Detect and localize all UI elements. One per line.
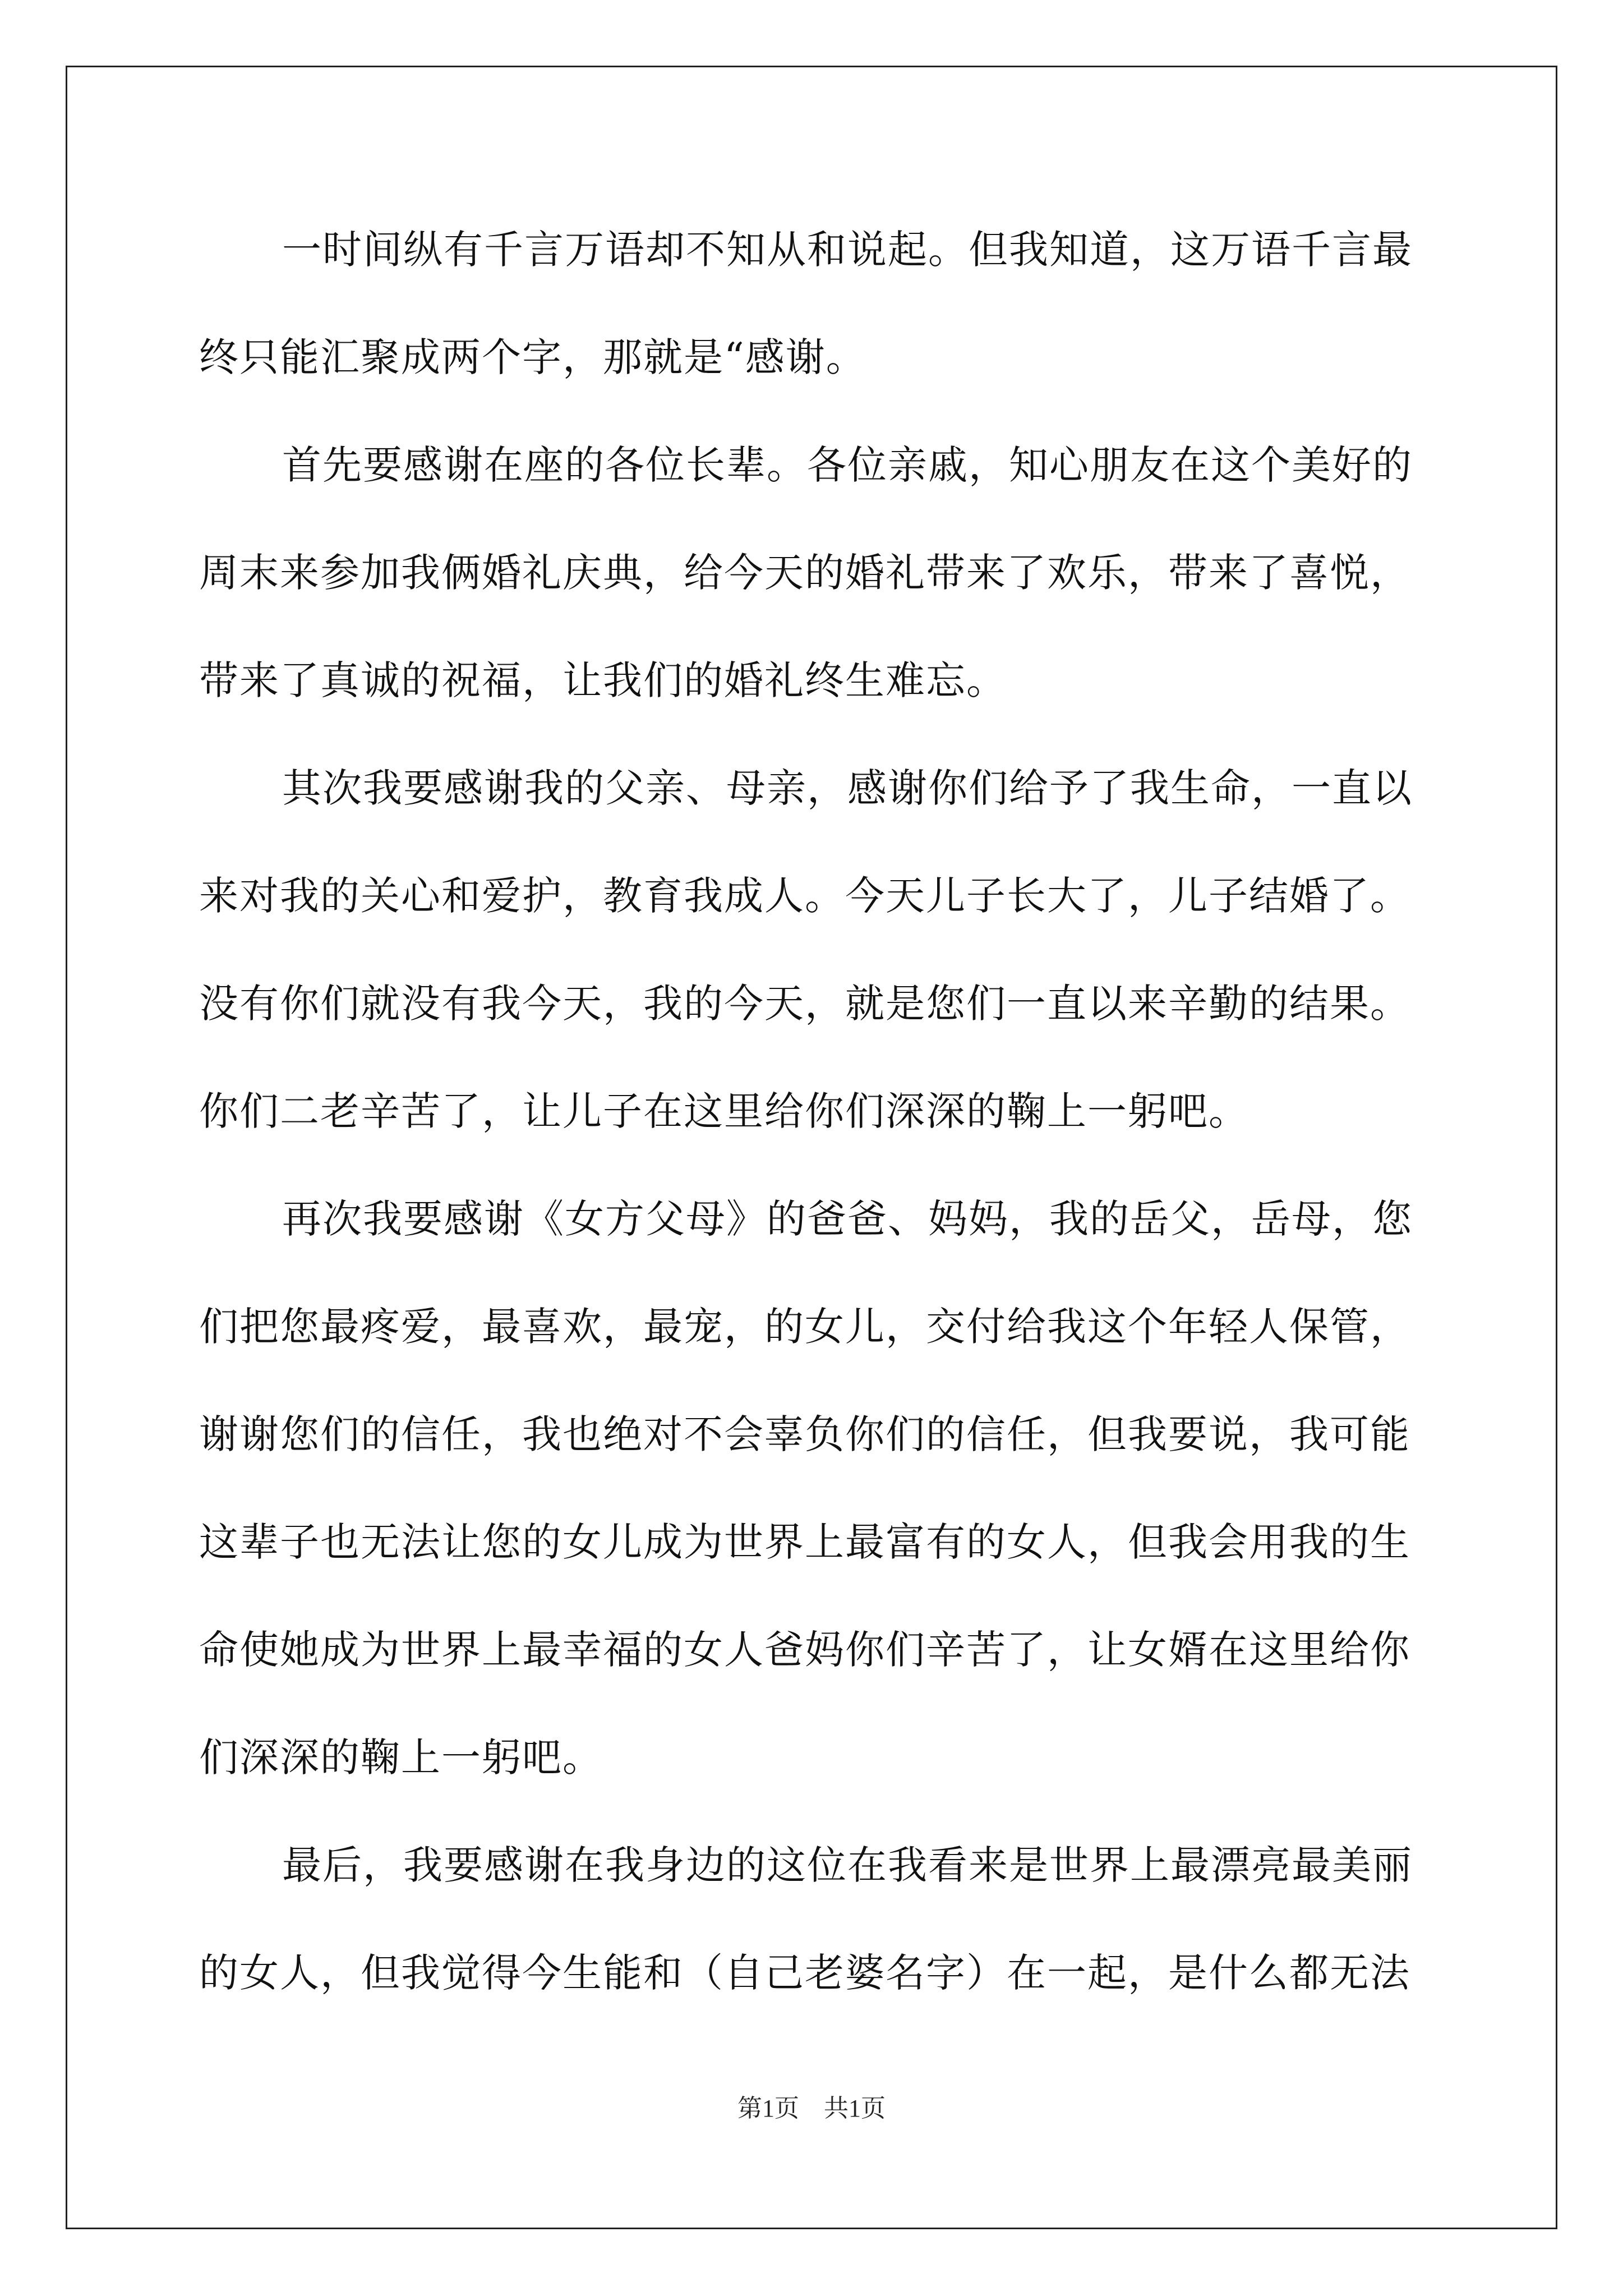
text-line: 没有你们就没有我今天，我的今天，就是您们一直以来辛勤的结果。 <box>199 981 1410 1027</box>
text-line: 终只能汇聚成两个字，那就是“感谢。 <box>199 334 866 380</box>
text-line: 你们二老辛苦了，让儿子在这里给你们深深的鞠上一躬吧。 <box>199 1088 1249 1134</box>
text-line: 们深深的鞠上一躬吧。 <box>199 1734 603 1780</box>
text-line: 其次我要感谢我的父亲、母亲，感谢你们给予了我生命，一直以 <box>282 765 1413 811</box>
page-footer: 第1页 共1页 <box>737 2095 886 2122</box>
text-line: 最后，我要感谢在我身边的这位在我看来是世界上最漂亮最美丽 <box>282 1842 1413 1888</box>
text-line: 带来了真诚的祝福，让我们的婚礼终生难忘。 <box>199 657 1007 703</box>
text-line: 首先要感谢在座的各位长辈。各位亲戚，知心朋友在这个美好的 <box>282 442 1413 488</box>
text-line: 来对我的关心和爱护，教育我成人。今天儿子长大了，儿子结婚了。 <box>199 873 1410 919</box>
text-line: 再次我要感谢《女方父母》的爸爸、妈妈，我的岳父，岳母，您 <box>282 1196 1413 1242</box>
text-line: 的女人，但我觉得今生能和（自己老婆名字）在一起，是什么都无法 <box>199 1950 1410 1996</box>
text-line: 命使她成为世界上最幸福的女人爸妈你们辛苦了，让女婿在这里给你 <box>199 1627 1410 1673</box>
text-line: 一时间纵有千言万语却不知从和说起。但我知道，这万语千言最 <box>282 227 1413 273</box>
text-line: 这辈子也无法让您的女儿成为世界上最富有的女人，但我会用我的生 <box>199 1519 1410 1565</box>
document-body <box>199 214 1427 2045</box>
text-line: 们把您最疼爱，最喜欢，最宠，的女儿，交付给我这个年轻人保管， <box>199 1304 1410 1350</box>
text-line: 谢谢您们的信任，我也绝对不会辜负你们的信任，但我要说，我可能 <box>199 1411 1410 1457</box>
text-line: 周末来参加我俩婚礼庆典，给今天的婚礼带来了欢乐，带来了喜悦， <box>199 550 1410 596</box>
